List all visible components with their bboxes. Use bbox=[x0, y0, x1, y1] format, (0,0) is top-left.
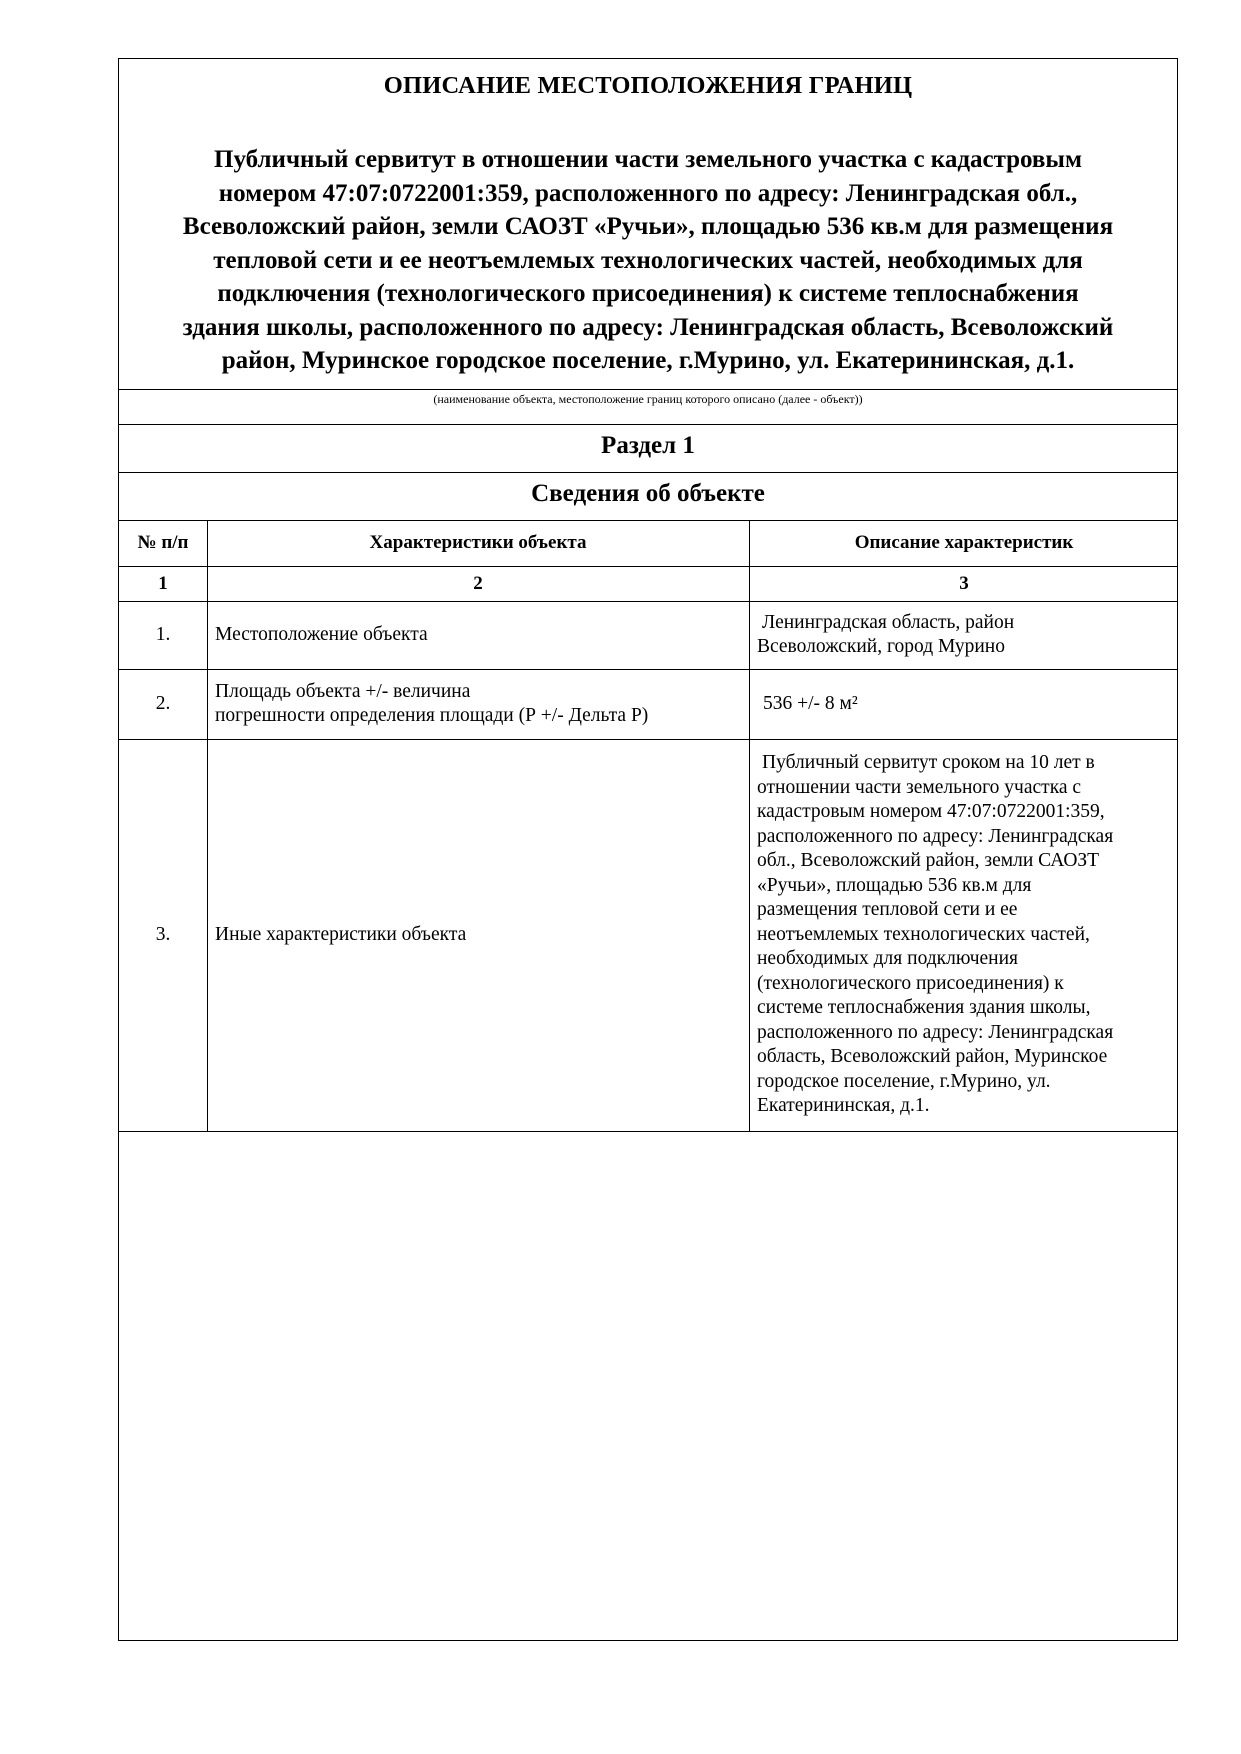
column-number: 3 bbox=[959, 572, 969, 594]
description-line: Ленинградская область, район bbox=[762, 611, 1015, 633]
description-line: 536 +/- 8 м² bbox=[763, 692, 858, 714]
description-line: отношении части земельного участка с bbox=[757, 776, 1082, 798]
characteristic-line: Местоположение объекта bbox=[215, 623, 428, 645]
description-line: неотъемлемых технологических частей, bbox=[757, 923, 1090, 945]
divider bbox=[119, 389, 1177, 390]
description-line: расположенного по адресу: Ленинградская bbox=[757, 825, 1114, 847]
description-line: системе теплоснабжения здания школы, bbox=[757, 997, 1091, 1019]
description-line: «Ручьи», площадью 536 кв.м для bbox=[757, 874, 1032, 896]
description-line: расположенного по адресу: Ленинградская bbox=[757, 1021, 1114, 1043]
row-characteristic bbox=[215, 601, 745, 669]
description-line: необходимых для подключения bbox=[757, 948, 1019, 970]
description-line: Екатерининская, д.1. bbox=[757, 1095, 930, 1117]
description-line: (технологического присоединения) к bbox=[757, 972, 1064, 994]
subject-line: район, Муринское городское поселение, г.Мурино, ул. Екатерининская, д.1. bbox=[221, 347, 1075, 374]
description-line: обл., Всеволожский район, земли САОЗТ bbox=[757, 850, 1100, 872]
header-description: Описание характеристик bbox=[854, 532, 1074, 553]
description-line: Всеволожский, город Мурино bbox=[757, 636, 1005, 657]
section-title: Раздел 1 bbox=[601, 432, 695, 459]
description-line: городское поселение, г.Мурино, ул. bbox=[757, 1070, 1051, 1092]
section-subtitle: Сведения об объекте bbox=[531, 480, 765, 507]
row-description bbox=[749, 601, 1179, 669]
row-description bbox=[749, 739, 1179, 1131]
row-characteristic bbox=[215, 669, 745, 739]
subject-line: Публичный сервитут в отношении части земельного участка с кадастровым bbox=[214, 146, 1082, 173]
column-number: 2 bbox=[473, 572, 483, 594]
row-number: 3. bbox=[155, 923, 171, 945]
column-number: 1 bbox=[158, 572, 168, 594]
characteristic-line: Площадь объекта +/- величина bbox=[215, 680, 471, 702]
row-characteristic bbox=[215, 739, 745, 1131]
divider bbox=[119, 472, 1177, 473]
object-subject bbox=[125, 143, 1171, 378]
description-line: Публичный сервитут сроком на 10 лет в bbox=[762, 752, 1095, 774]
description-line: кадастровым номером 47:07:0722001:359, bbox=[757, 801, 1105, 823]
description-line: размещения тепловой сети и ее bbox=[757, 899, 1018, 921]
header-characteristics: Характеристики объекта bbox=[369, 532, 587, 553]
row-number: 1. bbox=[155, 623, 171, 645]
column-divider bbox=[207, 520, 208, 1131]
description-line: область, Всеволожский район, Муринское bbox=[757, 1046, 1108, 1068]
subject-line: тепловой сети и ее неотъемлемых технологических частей, необходимых для bbox=[213, 246, 1083, 274]
divider bbox=[119, 424, 1177, 425]
object-caption: (наименование объекта, местоположение границ которого описано (далее - объект)) bbox=[433, 392, 863, 406]
header-num: № п/п bbox=[137, 532, 189, 553]
row-number: 2. bbox=[155, 692, 171, 714]
document-title: ОПИСАНИЕ МЕСТОПОЛОЖЕНИЯ ГРАНИЦ bbox=[383, 72, 913, 99]
subject-line: Всеволожский район, земли САОЗТ «Ручьи», площадью 536 кв.м для размещения bbox=[182, 213, 1114, 240]
characteristic-line: погрешности определения площади (Р +/- Дельта Р) bbox=[215, 705, 649, 726]
table-bottom-border bbox=[119, 1131, 1177, 1132]
subject-line: номером 47:07:0722001:359, расположенного по адресу: Ленинградская обл., bbox=[218, 179, 1078, 207]
characteristic-line: Иные характеристики объекта bbox=[215, 923, 467, 945]
document-frame bbox=[118, 58, 1178, 1641]
row-description bbox=[749, 669, 1179, 739]
subject-line: здания школы, расположенного по адресу: Ленинградская область, Всеволожский bbox=[182, 313, 1114, 341]
subject-line: подключения (технологического присоединения) к системе теплоснабжения bbox=[217, 280, 1079, 307]
